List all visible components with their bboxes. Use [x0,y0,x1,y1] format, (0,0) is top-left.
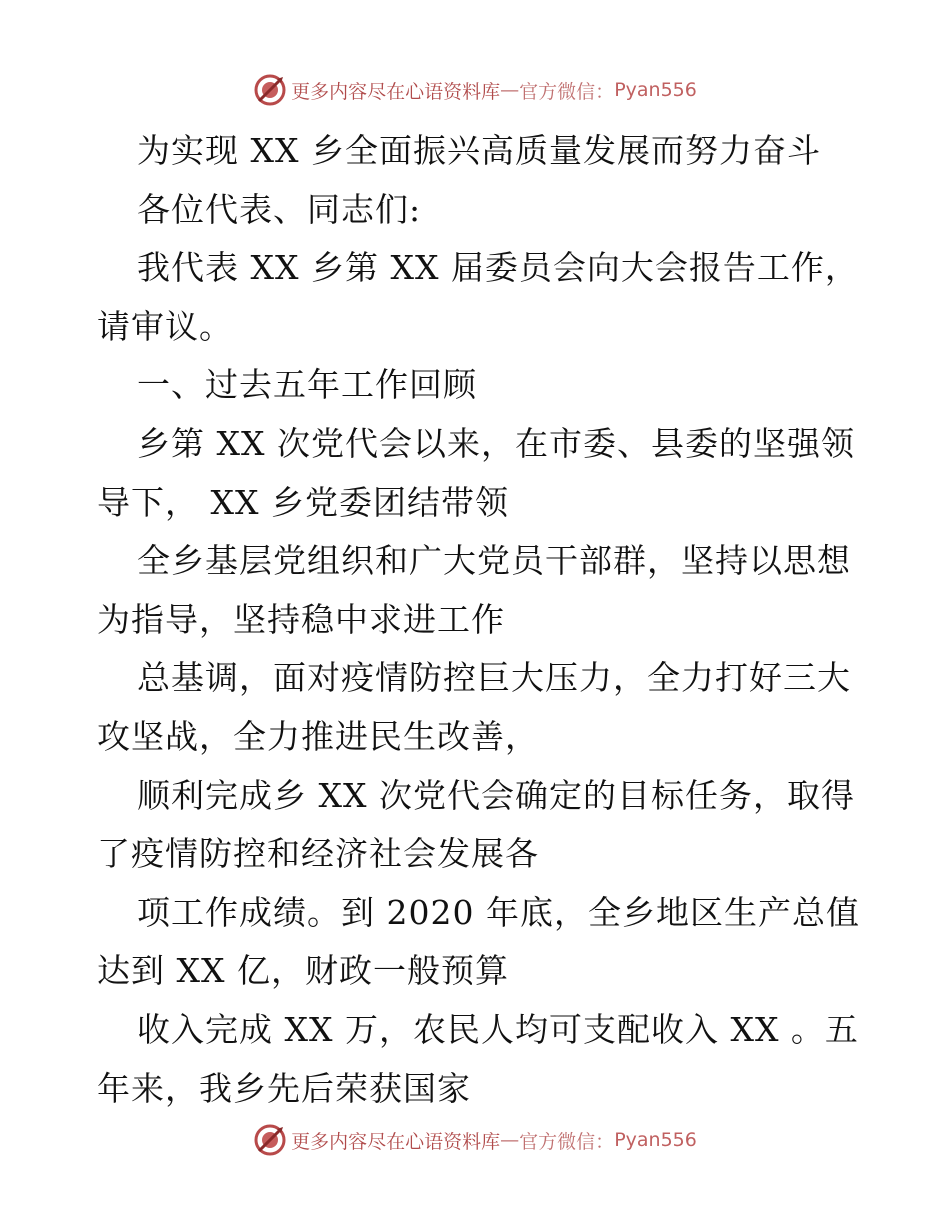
footer-watermark-banner [0,1120,950,1160]
doc-title: 为实现 XX 乡全面振兴高质量发展而努力奋斗 [137,131,821,170]
pen-logo-icon [253,73,287,107]
banner-main-text: 更多内容尽在心语资料库 [291,80,501,103]
doc-line: 乡第 XX 次党代会以来，在市委、县委的坚强领 [137,423,855,463]
banner-wechat-id: Pyan556 [614,79,697,101]
doc-line: 项工作成绩。到 2020 年底，全乡地区生产总值 [137,892,860,932]
doc-line: 了疫情防控和经济社会发展各 [97,834,539,874]
doc-line-salutation: 各位代表、同志们: [137,189,422,229]
doc-line: 达到 XX 亿，财政一般预算 [97,951,509,991]
banner-wechat-label: 官方微信： [519,1130,615,1153]
pen-logo-icon [253,1123,287,1157]
doc-line: 为指导，坚持稳中求进工作 [97,599,505,639]
doc-line: 总基调，面对疫情防控巨大压力，全力打好三大 [137,658,851,698]
doc-line: 收入完成 XX 万，农民人均可支配收入 XX 。五 [137,1009,859,1049]
document-body [97,122,860,1118]
doc-line: 我代表 XX 乡第 XX 届委员会向大会报告工作， [137,248,859,288]
doc-line: 全乡基层党组织和广大党员干部群，坚持以思想 [137,541,851,581]
banner-wechat-label: 官方微信： [519,80,615,103]
doc-line: 年来，我乡先后荣获国家 [97,1068,471,1108]
banner-wechat-id: Pyan556 [614,1129,697,1151]
doc-line: 请审议。 [97,306,233,346]
doc-section-heading: 一、过去五年工作回顾 [137,365,477,405]
doc-line: 攻坚战，全力推进民生改善， [97,716,539,756]
header-watermark-banner [0,70,950,110]
doc-line: 顺利完成乡 XX 次党代会确定的目标任务，取得 [137,775,855,815]
banner-dash: — [500,79,520,101]
banner-main-text: 更多内容尽在心语资料库 [291,1130,501,1153]
doc-line: 导下， XX 乡党委团结带领 [97,482,509,522]
banner-dash: — [500,1129,520,1151]
